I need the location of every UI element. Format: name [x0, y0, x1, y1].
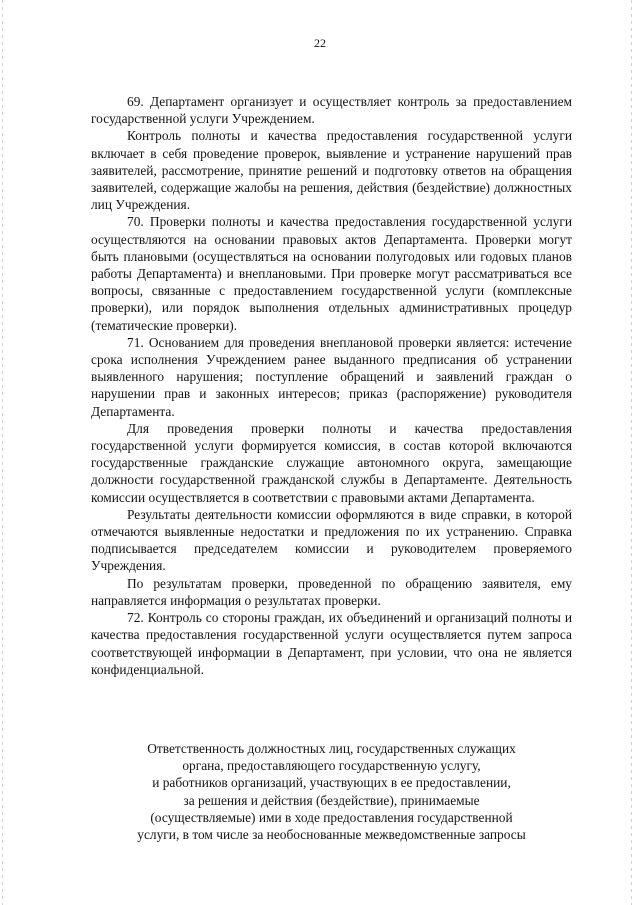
paragraph-70: 70. Проверки полноты и качества предоставления государственной услуги осуществляются на основании правовых актов Департамента. Проверки могут быть плановыми (осуществляться на основании полугодовых или годовых планов работы Департамента) и внеплановыми. При проверке могут рассматриваться все вопросы, связанные с предоставлением государственной услуги (комплексные проверки), или порядок выполнения отдельных административных процедур (тематические проверки). [91, 214, 572, 333]
page-number: 22 [314, 36, 326, 50]
section-title-line: органа, предоставляющего государственную услугу, [182, 758, 481, 774]
section-title [91, 740, 572, 843]
paragraph-control-scope: Контроль полноты и качества предоставления государственной услуги включает в себя проведение проверок, выявление и устранение нарушений прав заявителей, рассмотрение, принятие решений и подготовку ответов на обращения заявителей, содержащие жалобы на решения, действия (бездействие) должностных лиц Учреждения. [91, 128, 572, 213]
section-title-line: и работников организаций, участвующих в ее предоставлении, [152, 775, 511, 791]
section-title-line: (осуществляемые) ими в ходе предоставления государственной [150, 809, 513, 825]
paragraph-commission: Для проведения проверки полноты и качества предоставления государственной услуги формируется комиссия, в состав которой включаются государственные гражданские служащие автономного округа, замещающие должности государственной гражданской службы в Департаменте. Деятельность комиссии осуществляется в соответствии с правовыми актами Департамента. [91, 420, 572, 505]
scan-edge-right [631, 0, 632, 905]
section-title-line: за решения и действия (бездействие), принимаемые [183, 792, 480, 808]
section-title-line: Ответственность должностных лиц, государственных служащих [147, 741, 516, 756]
paragraph-72: 72. Контроль со стороны граждан, их объединений и организаций полноты и качества предоставления государственной услуги осуществляется путем запроса соответствующей информации в Департамент, при условии, что она не является конфиденциальной. [91, 610, 572, 677]
body-text [91, 93, 572, 678]
paragraph-69: 69. Департамент организует и осуществляет контроль за предоставлением государственной услуги Учреждением. [91, 94, 572, 127]
paragraph-71: 71. Основанием для проведения внеплановой проверки является: истечение срока исполнения Учреждением ранее выданного предписания об устранении выявленного нарушения; поступление обращений и заявлений граждан о нарушении прав и законных интересов; приказ (распоряжение) руководителя Департамента. [91, 334, 572, 419]
paragraph-inspection-info: По результатам проверки, проведенной по обращению заявителя, ему направляется информация о результатах проверки. [91, 575, 572, 608]
paragraph-results: Результаты деятельности комиссии оформляются в виде справки, в которой отмечаются выявленные недостатки и предложения по их устранению. Справка подписывается председателем комиссии и руководителем проверяемого Учреждения. [91, 506, 572, 574]
scan-edge-left [2, 0, 3, 905]
section-title-line: услуги, в том числе за необоснованные межведомственные запросы [137, 827, 526, 843]
